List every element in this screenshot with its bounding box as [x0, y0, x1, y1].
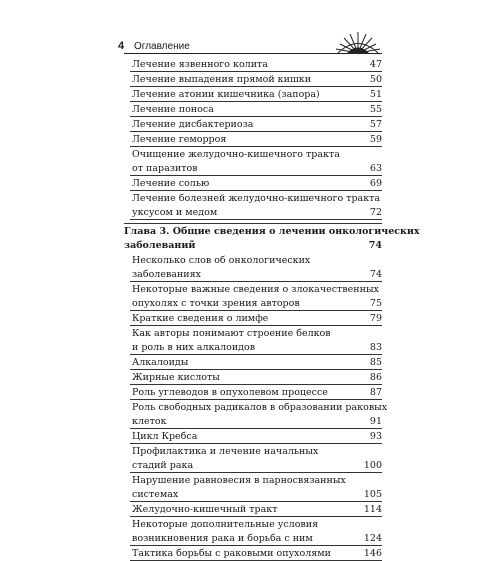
entry-title-line2: заболеваниях	[132, 269, 201, 280]
toc-entry	[124, 327, 382, 355]
entry-title-line1: Нарушение равновесия в парносвязанных	[132, 475, 346, 486]
toc-entry	[124, 148, 382, 176]
toc-entry	[124, 118, 382, 132]
entry-underline	[130, 71, 382, 72]
dot-leader	[199, 239, 366, 253]
entry-row	[124, 547, 382, 561]
toc-entry	[124, 103, 382, 117]
entry-row	[124, 430, 382, 444]
entry-title-line2: системах	[132, 489, 179, 500]
dot-leader	[197, 459, 362, 473]
entry-row	[124, 177, 382, 191]
entry-page-number: 105	[363, 489, 382, 500]
entry-row	[124, 268, 382, 282]
sun-ornament-icon	[332, 28, 384, 54]
entry-underline	[130, 428, 382, 429]
entry-page-number: 93	[369, 431, 382, 442]
toc-entry	[124, 177, 382, 191]
entry-row	[124, 239, 382, 253]
toc-entry	[124, 371, 382, 385]
entry-page-number: 74	[369, 269, 382, 280]
toc-entry	[124, 547, 382, 561]
toc-entry	[124, 73, 382, 87]
entry-page-number: 69	[369, 178, 382, 189]
entry-underline	[130, 310, 382, 311]
toc-entry	[124, 386, 382, 400]
entry-page-number: 85	[369, 357, 382, 368]
entry-row	[124, 297, 382, 311]
entry-underline	[130, 175, 382, 176]
dot-leader	[201, 430, 366, 444]
toc-entry	[124, 356, 382, 370]
entry-row	[124, 88, 382, 102]
toc-entry	[124, 58, 382, 72]
entry-page-number: 83	[369, 342, 382, 353]
toc-entry	[124, 518, 382, 546]
entry-page-number: 50	[369, 74, 382, 85]
entry-page-number: 124	[363, 533, 382, 544]
toc-entry	[124, 133, 382, 147]
toc-entry	[124, 474, 382, 502]
entry-row	[124, 103, 382, 117]
entry-page-number: 79	[369, 313, 382, 324]
entry-underline	[130, 219, 382, 220]
entry-underline	[130, 354, 382, 355]
entry-title: Алкалоиды	[132, 357, 189, 368]
entry-title-line2: заболеваний	[124, 240, 196, 251]
entry-underline	[130, 369, 382, 370]
entry-page-number: 87	[369, 387, 382, 398]
entry-row	[124, 118, 382, 132]
toc-entry	[124, 254, 382, 282]
entry-title: Краткие сведения о лимфе	[132, 313, 269, 324]
entry-title-line1: Некоторые дополнительные условия	[132, 519, 319, 530]
entry-page-number: 75	[369, 298, 382, 309]
dot-leader	[259, 341, 366, 355]
entry-row	[124, 58, 382, 72]
entry-underline	[130, 86, 382, 87]
toc-entry	[124, 503, 382, 517]
dot-leader	[335, 547, 362, 561]
toc-entry	[124, 192, 382, 220]
dot-leader	[205, 268, 366, 282]
entry-title: Цикл Кребса	[132, 431, 198, 442]
entry-row	[124, 356, 382, 370]
entry-page-number: 74	[368, 240, 382, 251]
running-title: Оглавление	[134, 41, 190, 52]
entry-row	[124, 162, 382, 176]
entry-underline	[130, 131, 382, 132]
dot-leader	[213, 177, 366, 191]
dot-leader	[315, 73, 366, 87]
page-number: 4	[118, 40, 125, 52]
dot-leader	[230, 133, 366, 147]
entry-underline	[130, 516, 382, 517]
toc-entry	[124, 88, 382, 102]
dot-leader	[272, 312, 366, 326]
entry-underline	[130, 101, 382, 102]
dot-leader	[221, 206, 366, 220]
entry-underline	[130, 399, 382, 400]
dot-leader	[218, 103, 366, 117]
entry-page-number: 72	[369, 207, 382, 218]
entry-page-number: 59	[369, 134, 382, 145]
entry-title-line1: Лечение болезней желудочно-кишечного тракта	[132, 193, 381, 204]
dot-leader	[332, 386, 366, 400]
entry-row	[124, 206, 382, 220]
entry-title: Желудочно-кишечный тракт	[132, 504, 278, 515]
dot-leader	[281, 503, 361, 517]
entry-row	[124, 503, 382, 517]
toc-entry	[124, 430, 382, 444]
entry-page-number: 100	[363, 460, 382, 471]
toc-entry	[124, 445, 382, 473]
entry-title: Лечение поноса	[132, 104, 214, 115]
entry-row	[124, 459, 382, 473]
header-rule	[124, 53, 382, 54]
dot-leader	[171, 415, 366, 429]
entry-row	[124, 312, 382, 326]
entry-title: Лечение солью	[132, 178, 210, 189]
dot-leader	[257, 118, 366, 132]
entry-underline	[130, 472, 382, 473]
dot-leader	[202, 162, 366, 176]
entry-underline	[130, 545, 382, 546]
entry-title: Роль углеводов в опухолевом процессе	[132, 387, 328, 398]
entry-title: Лечение дисбактериоза	[132, 119, 254, 130]
entry-title: Лечение выпадения прямой кишки	[132, 74, 312, 85]
entry-row	[124, 73, 382, 87]
entry-title-line2: стадий рака	[132, 460, 194, 471]
entry-row	[124, 532, 382, 546]
entry-title: Тактика борьбы с раковыми опухолями	[132, 548, 331, 559]
entry-title-line1: Роль свободных радикалов в образовании раковых	[132, 402, 388, 413]
entry-page-number: 91	[369, 416, 382, 427]
entry-page-number: 55	[369, 104, 382, 115]
entry-title-line2: возникновения рака и борьба с ним	[132, 533, 313, 544]
entry-underline	[130, 384, 382, 385]
entry-page-number: 47	[369, 59, 382, 70]
entry-row	[124, 415, 382, 429]
dot-leader	[324, 88, 366, 102]
chapter-separator	[124, 223, 382, 224]
entry-row	[124, 371, 382, 385]
entry-title-line2: уксусом и медом	[132, 207, 218, 218]
entry-title: Лечение атонии кишечника (запора)	[132, 89, 320, 100]
entry-underline	[130, 190, 382, 191]
chapter-entry	[124, 225, 420, 253]
toc-entry	[124, 283, 382, 311]
entry-title: Жирные кислоты	[132, 372, 220, 383]
entry-title-line1: Глава 3. Общие сведения о лечении онкологических	[124, 226, 420, 237]
entry-underline	[130, 146, 382, 147]
entry-title: Лечение геморроя	[132, 134, 227, 145]
entry-row	[124, 386, 382, 400]
entry-title-line2: от паразитов	[132, 163, 198, 174]
dot-leader	[317, 532, 362, 546]
entry-title-line2: клеток	[132, 416, 167, 427]
entry-title-line1: Как авторы понимают строение белков	[132, 328, 331, 339]
entry-page-number: 114	[363, 504, 382, 515]
entry-underline	[130, 116, 382, 117]
entry-row	[124, 341, 382, 355]
entry-page-number: 63	[369, 163, 382, 174]
entry-title-line1: Очищение желудочно-кишечного тракта	[132, 149, 340, 160]
dot-leader	[224, 371, 366, 385]
dot-leader	[304, 297, 366, 311]
entry-page-number: 86	[369, 372, 382, 383]
entry-page-number: 51	[369, 89, 382, 100]
entry-underline	[130, 501, 382, 502]
entry-title-line1: Несколько слов об онкологических	[132, 255, 311, 266]
page-header	[0, 0, 500, 60]
entry-row	[124, 133, 382, 147]
entry-page-number: 57	[369, 119, 382, 130]
entry-title-line2: и роль в них алкалоидов	[132, 342, 256, 353]
dot-leader	[272, 58, 366, 72]
entry-title-line1: Некоторые важные сведения о злокачественных	[132, 284, 379, 295]
entry-underline	[130, 281, 382, 282]
toc-entry	[124, 312, 382, 326]
entry-page-number: 146	[363, 548, 382, 559]
entry-underline	[130, 325, 382, 326]
entry-title: Лечение язвенного колита	[132, 59, 268, 70]
entry-underline	[130, 443, 382, 444]
entry-title-line2: опухолях с точки зрения авторов	[132, 298, 300, 309]
dot-leader	[192, 356, 366, 370]
entry-title-line1: Профилактика и лечение начальных	[132, 446, 319, 457]
toc-entry	[124, 401, 388, 429]
